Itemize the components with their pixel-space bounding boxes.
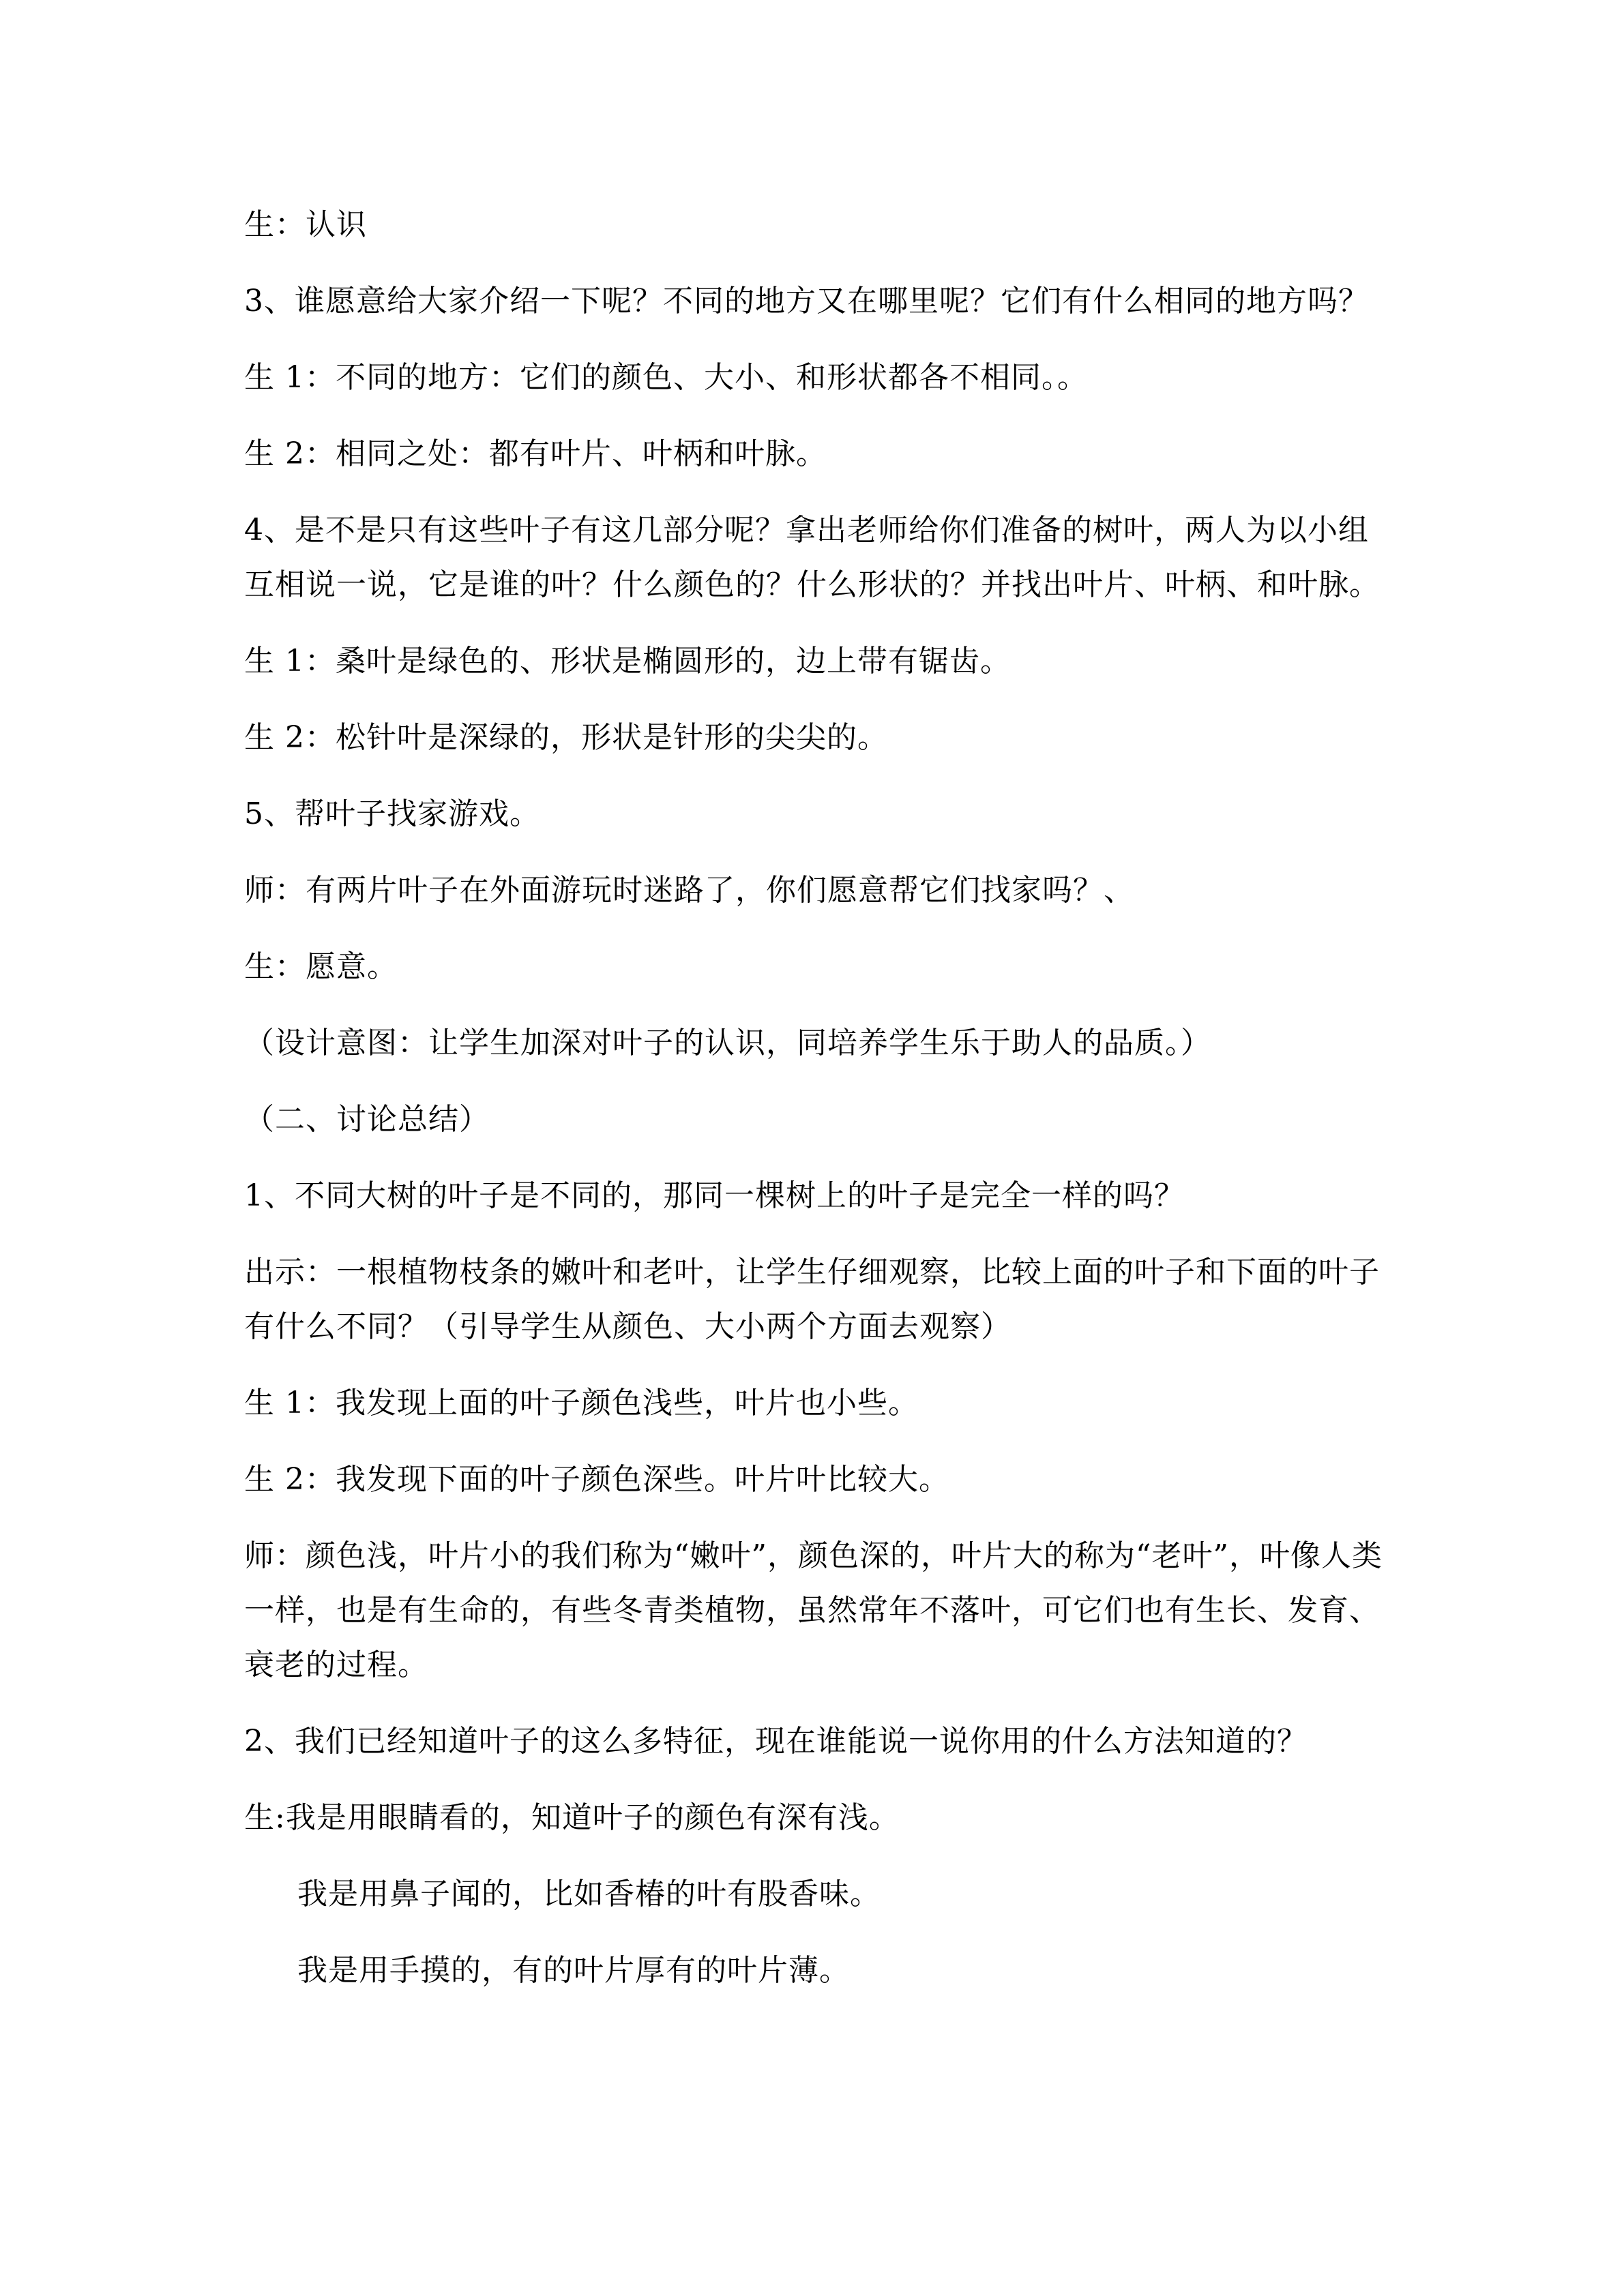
paragraph-question-1: 1、不同大树的叶子是不同的，那同一棵树上的叶子是完全一样的吗？ <box>244 1178 1185 1213</box>
paragraph-student-1-mulberry-leaf: 生 1：桑叶是绿色的、形状是椭圆形的，边上带有锯齿。 <box>244 644 1011 679</box>
paragraph-activity-5: 5、帮叶子找家游戏。 <box>244 796 540 831</box>
paragraph-student-willing: 生：愿意。 <box>244 949 398 984</box>
paragraph-teacher-lost-leaves: 师：有两片叶子在外面游玩时迷路了，你们愿意帮它们找家吗？、 <box>244 873 1134 908</box>
paragraph-student-eyes: 生:我是用眼睛看的，知道叶子的颜色有深有浅。 <box>244 1800 900 1835</box>
paragraph-student-1-differences: 生 1：不同的地方：它们的颜色、大小、和形状都各不相同。。 <box>244 360 1088 395</box>
paragraph-question-2: 2、我们已经知道叶子的这么多特征，现在谁能说一说你用的什么方法知道的？ <box>244 1724 1308 1759</box>
paragraph-student-nose: 我是用鼻子闻的，比如香椿的叶有股香味。 <box>297 1877 881 1911</box>
paragraph-student-1-upper-leaves: 生 1：我发现上面的叶子颜色浅些，叶片也小些。 <box>244 1386 919 1420</box>
document-body <box>244 198 1390 2020</box>
section-heading-discussion-summary: （二、讨论总结） <box>244 1102 490 1137</box>
paragraph-question-3: 3、谁愿意给大家介绍一下呢？不同的地方又在哪里呢？它们有什么相同的地方吗？ <box>244 284 1369 318</box>
paragraph-student-answer-recognize: 生：认识 <box>244 207 367 242</box>
paragraph-question-4: 4、是不是只有这些叶子有这几部分呢？拿出老师给你们准备的树叶，两人为以小组互相说一说，它是谁的叶？什么颜色的？什么形状的？并找出叶片、叶柄、和叶脉。 <box>244 513 1380 602</box>
paragraph-student-hand: 我是用手摸的，有的叶片厚有的叶片薄。 <box>297 1953 850 1988</box>
paragraph-student-2-pine-needle: 生 2：松针叶是深绿的，形状是针形的尖尖的。 <box>244 720 888 755</box>
paragraph-display-branch: 出示：一根植物枝条的嫩叶和老叶，让学生仔细观察，比较上面的叶子和下面的叶子有什么不同？（引导学生从颜色、大小两个方面去观察） <box>244 1255 1380 1344</box>
paragraph-teacher-young-old-leaves: 师：颜色浅，叶片小的我们称为“嫩叶”，颜色深的，叶片大的称为“老叶”，叶像人类一样，也是有生命的，有些冬青类植物，虽然常年不落叶，可它们也有生长、发育、衰老的过程。 <box>244 1538 1383 1682</box>
paragraph-design-intent: （设计意图：让学生加深对叶子的认识，同培养学生乐于助人的品质。） <box>244 1026 1211 1060</box>
paragraph-student-2-similarities: 生 2：相同之处：都有叶片、叶柄和叶脉。 <box>244 436 827 471</box>
paragraph-student-2-lower-leaves: 生 2：我发现下面的叶子颜色深些。叶片叶比较大。 <box>244 1462 949 1497</box>
